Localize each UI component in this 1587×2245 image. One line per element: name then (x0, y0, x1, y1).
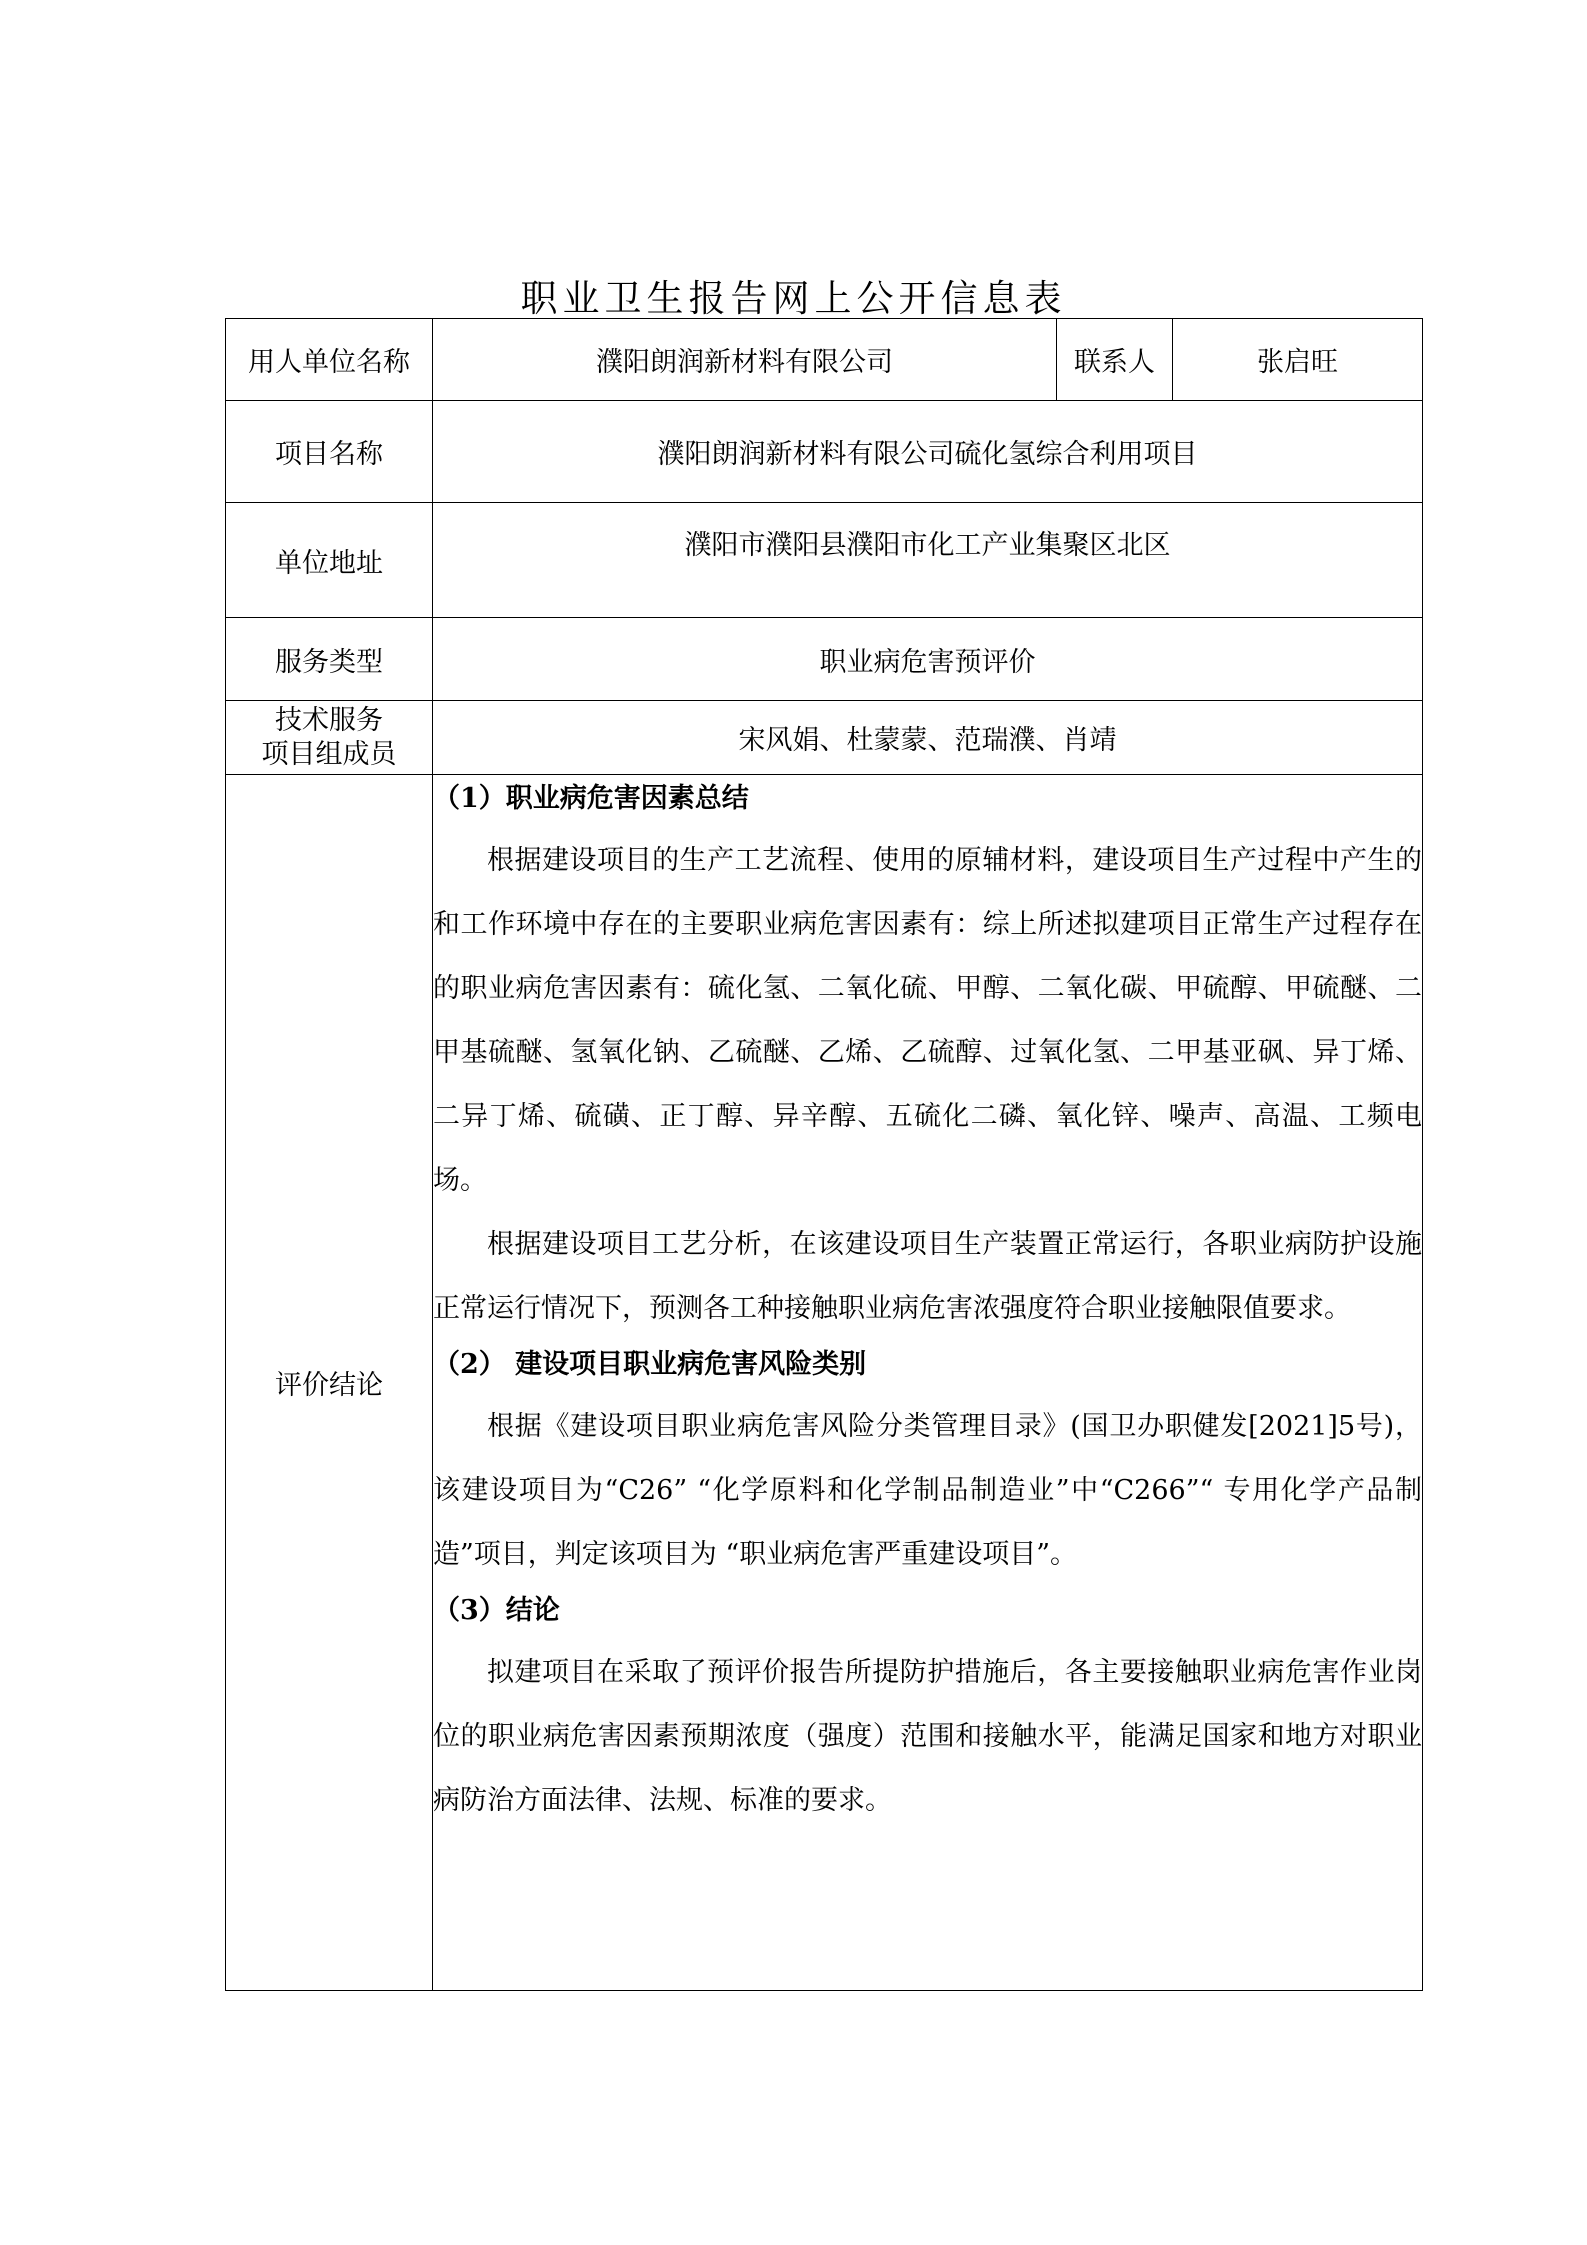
section-2-heading: （2） 建设项目职业病危害风险类别 (433, 1349, 867, 1380)
section-3-paragraph-1: 拟建项目在采取了预评价报告所提防护措施后，各主要接触职业病危害作业岗位的职业病危害因素预期浓度（强度）范围和接触水平，能满足国家和地方对职业病防治方面法律、法规、标准的要求。 (433, 1657, 1422, 1816)
contact-label: 联系人 (1057, 319, 1173, 401)
section-1-heading: （1）职业病危害因素总结 (433, 783, 749, 814)
project-value: 濮阳朗润新材料有限公司硫化氢综合利用项目 (433, 401, 1423, 503)
info-table (225, 318, 1423, 1991)
members-label (226, 701, 433, 775)
section-2-paragraph-1: 根据《建设项目职业病危害风险分类管理目录》(国卫办职健发[2021]5号)，该建设项目为“C26” “化学原料和化学制品制造业”中“C266”“ 专用化学产品制造”项目，判定该项目为 “职业病危害严重建设项目”。 (433, 1411, 1422, 1570)
service-value: 职业病危害预评价 (433, 618, 1423, 701)
employer-value: 濮阳朗润新材料有限公司 (433, 319, 1057, 401)
employer-label: 用人单位名称 (226, 319, 433, 401)
employer-row (226, 319, 1423, 401)
section-1-paragraph-1: 根据建设项目的生产工艺流程、使用的原辅材料，建设项目生产过程中产生的和工作环境中存在的主要职业病危害因素有：综上所述拟建项目正常生产过程存在的职业病危害因素有：硫化氢、二氧化硫、甲醇、二氧化碳、甲硫醇、甲硫醚、二甲基硫醚、氢氧化钠、乙硫醚、乙烯、乙硫醇、过氧化氢、二甲基亚砜、异丁烯、二异丁烯、硫磺、正丁醇、异辛醇、五硫化二磷、氧化锌、噪声、高温、工频电场。 (433, 845, 1422, 1196)
address-row (226, 503, 1423, 618)
evaluation-content (433, 775, 1423, 1991)
evaluation-row (226, 775, 1423, 1991)
evaluation-label: 评价结论 (226, 775, 433, 1991)
contact-value: 张启旺 (1173, 319, 1423, 401)
members-value: 宋风娟、杜蒙蒙、范瑞濮、肖靖 (433, 701, 1423, 775)
section-3-heading: （3）结论 (433, 1595, 560, 1626)
project-label: 项目名称 (226, 401, 433, 503)
service-row (226, 618, 1423, 701)
members-label-line2: 项目组成员 (261, 738, 397, 770)
members-label-line1: 技术服务 (275, 704, 383, 736)
page-title: 职业卫生报告网上公开信息表 (520, 277, 1067, 320)
project-row (226, 401, 1423, 503)
service-label: 服务类型 (226, 618, 433, 701)
members-row (226, 701, 1423, 775)
address-value: 濮阳市濮阳县濮阳市化工产业集聚区北区 (433, 503, 1423, 618)
section-1-paragraph-2: 根据建设项目工艺分析，在该建设项目生产装置正常运行，各职业病防护设施正常运行情况下，预测各工种接触职业病危害浓强度符合职业接触限值要求。 (433, 1229, 1422, 1324)
address-label: 单位地址 (226, 503, 433, 618)
